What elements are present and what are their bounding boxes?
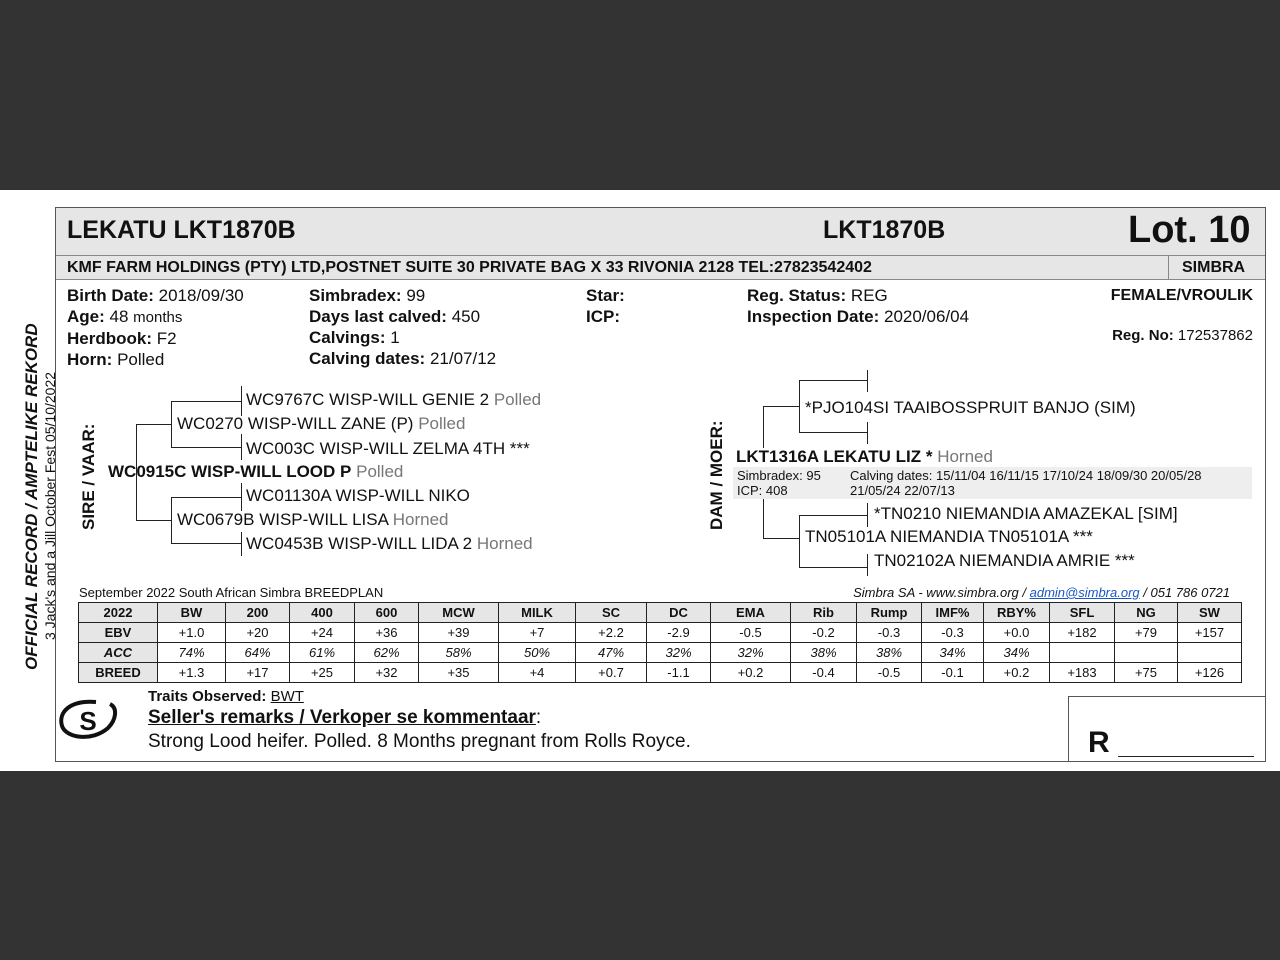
dam-line bbox=[867, 503, 868, 527]
ebv-row bbox=[79, 663, 1242, 683]
details-col-3 bbox=[586, 285, 625, 327]
details-col-2 bbox=[309, 285, 496, 369]
sire-dam bbox=[177, 510, 449, 530]
age-value: 48 bbox=[109, 307, 129, 326]
ebv-cell: 74% bbox=[158, 643, 226, 663]
ebv-row-label: EBV bbox=[79, 623, 158, 643]
ebv-cell: +7 bbox=[499, 623, 576, 643]
sire-line bbox=[241, 532, 242, 556]
ebv-header-cell: MILK bbox=[499, 603, 576, 623]
dam-simbradex-text: Simbradex: 95 bbox=[737, 468, 821, 483]
dam-line bbox=[867, 370, 868, 392]
price-line[interactable] bbox=[1118, 756, 1254, 757]
ebv-cell: 50% bbox=[499, 643, 576, 663]
ebv-header-cell: EMA bbox=[711, 603, 791, 623]
ebv-cell: 47% bbox=[576, 643, 647, 663]
ebv-header-cell: 200 bbox=[226, 603, 290, 623]
details-col-1 bbox=[67, 285, 244, 370]
dam-line bbox=[799, 380, 867, 381]
sire-line bbox=[171, 543, 241, 544]
sire-name: WC0915C WISP-WILL LOOD P bbox=[108, 462, 352, 481]
sdd-horn: Horned bbox=[476, 534, 533, 553]
ebv-header-cell: NG bbox=[1115, 603, 1178, 623]
herdbook-value: F2 bbox=[156, 329, 177, 348]
traits-observed bbox=[148, 688, 304, 705]
animal-name: LEKATU LKT1870B bbox=[67, 216, 296, 244]
ebv-header-cell: Rib bbox=[791, 603, 857, 623]
simbradex-label: Simbradex: bbox=[309, 286, 402, 305]
breedplan-contact bbox=[853, 585, 1230, 600]
ebv-cell: 34% bbox=[922, 643, 984, 663]
calvings-value: 1 bbox=[390, 328, 400, 347]
age-label: Age: bbox=[67, 307, 105, 326]
ebv-row-label: BREED bbox=[79, 663, 158, 683]
ebv-header-cell: IMF% bbox=[922, 603, 984, 623]
ebv-cell: 32% bbox=[647, 643, 711, 663]
dam-line bbox=[763, 406, 799, 407]
ebv-header-cell: BW bbox=[158, 603, 226, 623]
reg-no bbox=[1112, 327, 1253, 344]
sire-sire bbox=[177, 414, 465, 434]
sire-dam-dam bbox=[246, 534, 533, 554]
herdbook-label: Herdbook: bbox=[67, 329, 152, 348]
ebv-cell: -0.4 bbox=[791, 663, 857, 683]
dam-line bbox=[799, 567, 867, 568]
dam-line bbox=[763, 538, 799, 539]
ebv-cell: -0.3 bbox=[857, 623, 922, 643]
ebv-table bbox=[78, 602, 1242, 683]
ebv-cell: 64% bbox=[226, 643, 290, 663]
reg-status-label: Reg. Status: bbox=[747, 286, 847, 305]
birth-date-label: Birth Date: bbox=[67, 286, 154, 305]
ebv-cell: 38% bbox=[791, 643, 857, 663]
sire-horn: Polled bbox=[356, 462, 404, 481]
ebv-cell: -1.1 bbox=[647, 663, 711, 683]
ebv-cell: +24 bbox=[290, 623, 355, 643]
dam-calving bbox=[850, 468, 1202, 498]
ebv-cell: +182 bbox=[1050, 623, 1115, 643]
owner-info: KMF FARM HOLDINGS (PTY) LTD,POSTNET SUITE 30 PRIVATE BAG X 33 RIVONIA 2128 TEL:27823542402 bbox=[67, 259, 872, 276]
dam bbox=[736, 447, 993, 467]
sire-side-label: SIRE / VAAR: bbox=[79, 423, 98, 530]
ss-horn: Polled bbox=[418, 414, 466, 433]
ebv-cell: -2.9 bbox=[647, 623, 711, 643]
sire bbox=[108, 462, 403, 482]
calvings-label: Calvings: bbox=[309, 328, 386, 347]
reg-no-label: Reg. No: bbox=[1112, 327, 1174, 344]
dam-simbradex bbox=[737, 468, 821, 498]
sss-name: WC9767C WISP-WILL GENIE 2 bbox=[246, 390, 490, 409]
dam-line bbox=[799, 515, 800, 567]
ebv-cell: 62% bbox=[355, 643, 419, 663]
dam-icp-text: ICP: 408 bbox=[737, 483, 788, 498]
ebv-cell: +126 bbox=[1178, 663, 1242, 683]
ebv-cell: -0.5 bbox=[857, 663, 922, 683]
details-col-4 bbox=[747, 285, 969, 327]
email-link[interactable]: admin@simbra.org bbox=[1029, 585, 1140, 600]
ebv-cell: +0.2 bbox=[984, 663, 1050, 683]
dam-calving-dates-1: Calving dates: 15/11/04 16/11/15 17/10/24 18/09/30 20/05/28 bbox=[850, 468, 1202, 483]
star-label: Star: bbox=[586, 286, 625, 305]
ebv-cell: +183 bbox=[1050, 663, 1115, 683]
ebv-cell bbox=[1115, 643, 1178, 663]
dam-calving-dates-2: 21/05/24 22/07/13 bbox=[850, 483, 955, 498]
inspection-value: 2020/06/04 bbox=[883, 307, 970, 326]
sire-line bbox=[171, 497, 172, 543]
owner-divider bbox=[1168, 256, 1169, 280]
birth-date-value: 2018/09/30 bbox=[158, 286, 244, 305]
ebv-cell: +2.2 bbox=[576, 623, 647, 643]
ebv-row-label: ACC bbox=[79, 643, 158, 663]
price-currency: R bbox=[1088, 726, 1110, 759]
ebv-cell: -0.1 bbox=[922, 663, 984, 683]
ebv-cell: +36 bbox=[355, 623, 419, 643]
sex-label: FEMALE/VROULIK bbox=[1110, 287, 1253, 304]
horn-label: Horn: bbox=[67, 350, 113, 369]
dam-sire: *PJO104SI TAAIBOSSPRUIT BANJO (SIM) bbox=[805, 398, 1136, 417]
sire-line bbox=[171, 401, 241, 402]
contact-suffix: / 051 786 0721 bbox=[1139, 585, 1230, 600]
ebv-cell: +17 bbox=[226, 663, 290, 683]
breed-label: SIMBRA bbox=[1182, 259, 1246, 276]
dam-line bbox=[867, 554, 868, 576]
ebv-cell: 38% bbox=[857, 643, 922, 663]
ebv-header-cell: 400 bbox=[290, 603, 355, 623]
dam-dam: TN05101A NIEMANDIA TN05101A *** bbox=[805, 527, 1093, 546]
ebv-cell: +32 bbox=[355, 663, 419, 683]
ebv-cell bbox=[1178, 643, 1242, 663]
calving-dates-label: Calving dates: bbox=[309, 349, 426, 368]
sire-line bbox=[241, 434, 242, 460]
ebv-cell: -0.2 bbox=[791, 623, 857, 643]
ebv-header-cell: RBY% bbox=[984, 603, 1050, 623]
dam-line bbox=[799, 380, 800, 432]
sire-line bbox=[136, 424, 172, 425]
remarks-heading bbox=[148, 707, 541, 729]
ebv-header-cell: 600 bbox=[355, 603, 419, 623]
dam-line bbox=[799, 515, 867, 516]
ebv-cell: +75 bbox=[1115, 663, 1178, 683]
traits-label: Traits Observed: bbox=[148, 688, 267, 705]
ebv-cell: +1.3 bbox=[158, 663, 226, 683]
ebv-cell bbox=[1050, 643, 1115, 663]
svg-text:S: S bbox=[79, 706, 97, 736]
simbra-logo-icon bbox=[56, 698, 120, 742]
sire-line bbox=[136, 520, 172, 521]
ebv-cell: +79 bbox=[1115, 623, 1178, 643]
ebv-cell: +4 bbox=[499, 663, 576, 683]
ebv-row bbox=[79, 623, 1242, 643]
reg-no-value: 172537862 bbox=[1177, 327, 1253, 344]
official-record-label: OFFICIAL RECORD / AMPTELIKE REKORD bbox=[22, 323, 41, 670]
ebv-cell: +157 bbox=[1178, 623, 1242, 643]
sd-name: WC0679B WISP-WILL LISA bbox=[177, 510, 388, 529]
ebv-cell: +1.0 bbox=[158, 623, 226, 643]
sire-sire-dam: WC003C WISP-WILL ZELMA 4TH *** bbox=[246, 439, 530, 458]
dam-line bbox=[763, 498, 764, 538]
dam-name: LKT1316A LEKATU LIZ * bbox=[736, 447, 933, 466]
simbradex-value: 99 bbox=[406, 286, 426, 305]
ebv-cell: 58% bbox=[419, 643, 499, 663]
ebv-header-cell: MCW bbox=[419, 603, 499, 623]
ebv-cell: +0.0 bbox=[984, 623, 1050, 643]
sdd-name: WC0453B WISP-WILL LIDA 2 bbox=[246, 534, 473, 553]
dam-side-label: DAM / MOER: bbox=[707, 420, 726, 530]
lot-number: Lot. 10 bbox=[1128, 209, 1251, 251]
traits-value: BWT bbox=[270, 688, 304, 705]
lot-card bbox=[0, 190, 1280, 771]
ss-name: WC0270 WISP-WILL ZANE (P) bbox=[177, 414, 414, 433]
ebv-cell: +25 bbox=[290, 663, 355, 683]
ebv-row bbox=[79, 643, 1242, 663]
ebv-header-cell: 2022 bbox=[79, 603, 158, 623]
ebv-header-cell: SW bbox=[1178, 603, 1242, 623]
ebv-cell: 34% bbox=[984, 643, 1050, 663]
reg-status-value: REG bbox=[850, 286, 888, 305]
remarks-colon: : bbox=[535, 707, 542, 728]
ebv-header-cell: SC bbox=[576, 603, 647, 623]
sd-horn: Horned bbox=[392, 510, 449, 529]
dam-horn: Horned bbox=[937, 447, 993, 466]
days-calved-label: Days last calved: bbox=[309, 307, 447, 326]
sire-line bbox=[171, 447, 241, 448]
ebv-header-cell: SFL bbox=[1050, 603, 1115, 623]
ebv-cell: 61% bbox=[290, 643, 355, 663]
ebv-cell: +35 bbox=[419, 663, 499, 683]
sire-line bbox=[241, 386, 242, 416]
ebv-cell: +20 bbox=[226, 623, 290, 643]
calving-dates-value: 21/07/12 bbox=[429, 349, 497, 368]
contact-prefix: Simbra SA - www.simbra.org / bbox=[853, 585, 1030, 600]
ebv-header-cell: Rump bbox=[857, 603, 922, 623]
ebv-cell: -0.5 bbox=[711, 623, 791, 643]
ebv-cell: +0.2 bbox=[711, 663, 791, 683]
sire-line bbox=[171, 497, 241, 498]
dam-line bbox=[867, 422, 868, 444]
sire-line bbox=[241, 483, 242, 511]
icp-label: ICP: bbox=[586, 307, 620, 326]
event-label: 3 Jack's and a Jill October Fest 05/10/2022 bbox=[42, 371, 58, 640]
horn-value: Polled bbox=[117, 350, 165, 369]
sire-line bbox=[171, 401, 172, 447]
ebv-cell: +0.7 bbox=[576, 663, 647, 683]
dam-line bbox=[763, 406, 764, 448]
inspection-label: Inspection Date: bbox=[747, 307, 880, 326]
days-calved-value: 450 bbox=[451, 307, 481, 326]
breedplan-title: September 2022 South African Simbra BREEDPLAN bbox=[79, 585, 384, 600]
ebv-cell: 32% bbox=[711, 643, 791, 663]
sire-sire-sire bbox=[246, 390, 541, 410]
remarks-text: Strong Lood heifer. Polled. 8 Months pregnant from Rolls Royce. bbox=[148, 731, 691, 752]
sss-horn: Polled bbox=[493, 390, 542, 409]
animal-id: LKT1870B bbox=[823, 216, 946, 244]
dam-dam-sire: *TN0210 NIEMANDIA AMAZEKAL [SIM] bbox=[874, 504, 1178, 523]
remarks-label: Seller's remarks / Verkoper se kommentaar bbox=[148, 707, 536, 728]
ebv-header-cell: DC bbox=[647, 603, 711, 623]
dam-line bbox=[799, 432, 867, 433]
ebv-cell: -0.3 bbox=[922, 623, 984, 643]
age-unit: months bbox=[133, 309, 183, 326]
dam-dam-dam: TN02102A NIEMANDIA AMRIE *** bbox=[874, 551, 1135, 570]
ebv-cell: +39 bbox=[419, 623, 499, 643]
sire-dam-sire: WC01130A WISP-WILL NIKO bbox=[246, 486, 470, 505]
